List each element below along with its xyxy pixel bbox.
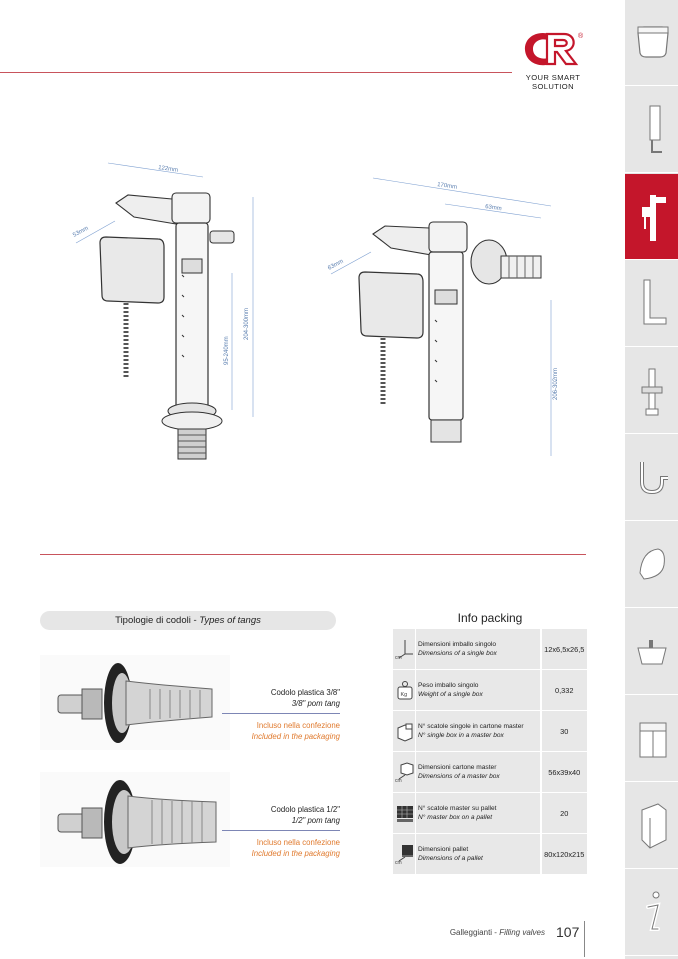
dim-height-total-left: 204-300mm	[244, 307, 250, 340]
table-row: N° scatole singole in cartone master N° single box in a master box 30	[393, 711, 588, 752]
sidebar-item-siphon[interactable]	[625, 435, 678, 521]
packing-value: 0,332	[541, 670, 588, 711]
dim-width-right: 170mm	[436, 182, 458, 191]
weight-icon	[395, 679, 415, 701]
siphon-trap-icon	[632, 448, 672, 508]
packing-value: 30	[541, 711, 588, 752]
table-row: cm Dimensioni imballo singolo Dimensions of a single box 12x6,5x26,5	[393, 629, 588, 670]
pallet-boxes-icon	[395, 802, 415, 824]
sidebar-item-l-pipe[interactable]	[625, 261, 678, 347]
sidebar-item-sink[interactable]	[625, 609, 678, 695]
cabinet-icon	[632, 709, 672, 769]
table-row: N° scatole master su pallet N° master box on a pallet 20	[393, 793, 588, 834]
brand-tagline: YOUR SMART SOLUTION	[525, 73, 581, 91]
svg-text:cm: cm	[395, 655, 402, 660]
tang-1-name: Codolo plastica 3/8" 3/8" pom tang	[270, 688, 340, 708]
category-sidebar	[625, 0, 678, 959]
sink-icon	[632, 622, 672, 682]
filling-valve-drawing-right	[325, 170, 565, 470]
cr-logo-icon	[520, 28, 586, 70]
dim-height-total-right: 206-302mm	[553, 367, 559, 400]
packing-table	[392, 628, 588, 875]
tang-1-2-image	[40, 772, 230, 867]
tang-1-note: Incluso nella confezione Included in the packaging	[251, 721, 340, 741]
l-pipe-icon	[632, 274, 672, 334]
dim-depth-left: 53mm	[72, 225, 90, 239]
toilet-seat-icon	[632, 535, 672, 595]
sidebar-item-info[interactable]	[625, 870, 678, 956]
sidebar-item-cabinet[interactable]	[625, 696, 678, 782]
packing-title: Info packing	[457, 611, 523, 625]
page-number: 107	[556, 924, 580, 940]
dim-width-left: 122mm	[157, 165, 179, 174]
svg-text:cm: cm	[395, 860, 402, 865]
packing-value: 20	[541, 793, 588, 834]
tang-2-name: Codolo plastica 1/2" 1/2" pom tang	[270, 805, 340, 825]
svg-text:cm: cm	[395, 778, 402, 783]
header-rule	[0, 72, 512, 73]
tang-3-8-image	[40, 655, 230, 750]
tang-2-leader-line	[222, 830, 340, 831]
sidebar-item-flush-pipe[interactable]	[625, 87, 678, 173]
dim-side-right: 63mm	[484, 204, 503, 213]
cistern-icon	[632, 13, 672, 73]
footer-divider	[584, 921, 585, 957]
brand-logo	[520, 28, 586, 92]
packing-value: 80x120x215	[541, 834, 588, 875]
sidebar-item-cistern[interactable]	[625, 0, 678, 86]
section-divider	[40, 554, 586, 555]
flush-pipe-icon	[632, 100, 672, 160]
table-row: cm Dimensioni pallet Dimensions of a pallet 80x120x215	[393, 834, 588, 875]
sidebar-item-valve-fitting[interactable]	[625, 348, 678, 434]
valve-fitting-icon	[632, 361, 672, 421]
tang-1-leader-line	[222, 713, 340, 714]
packing-value: 56x39x40	[541, 752, 588, 793]
footer-section: Galleggianti - Filling valves	[449, 928, 545, 937]
sidebar-item-shower[interactable]	[625, 783, 678, 869]
info-icon	[632, 883, 672, 943]
boxes-in-master-icon	[395, 720, 415, 742]
dim-depth-right: 63mm	[327, 258, 345, 272]
filling-valve-drawing-left	[70, 155, 270, 470]
sidebar-item-filling-valve[interactable]	[625, 174, 678, 260]
master-box-dimensions-icon	[395, 761, 415, 783]
packing-value: 12x6,5x26,5	[541, 629, 588, 670]
tangs-heading: Tipologie di codoli - Types of tangs	[40, 611, 336, 630]
svg-text:Kg: Kg	[400, 692, 408, 698]
table-row: Kg Peso imballo singolo Weight of a single box 0,332	[393, 670, 588, 711]
shower-enclosure-icon	[632, 796, 672, 856]
filling-valve-icon	[632, 187, 672, 247]
svg-text:®: ®	[578, 33, 584, 40]
box-dimensions-icon	[395, 638, 415, 660]
sidebar-item-toilet-seat[interactable]	[625, 522, 678, 608]
pallet-dimensions-icon	[395, 843, 415, 865]
table-row: cm Dimensioni cartone master Dimensions of a master box 56x39x40	[393, 752, 588, 793]
tang-2-note: Incluso nella confezione Included in the packaging	[251, 838, 340, 858]
dim-height-inner-left: 95-240mm	[224, 336, 230, 365]
